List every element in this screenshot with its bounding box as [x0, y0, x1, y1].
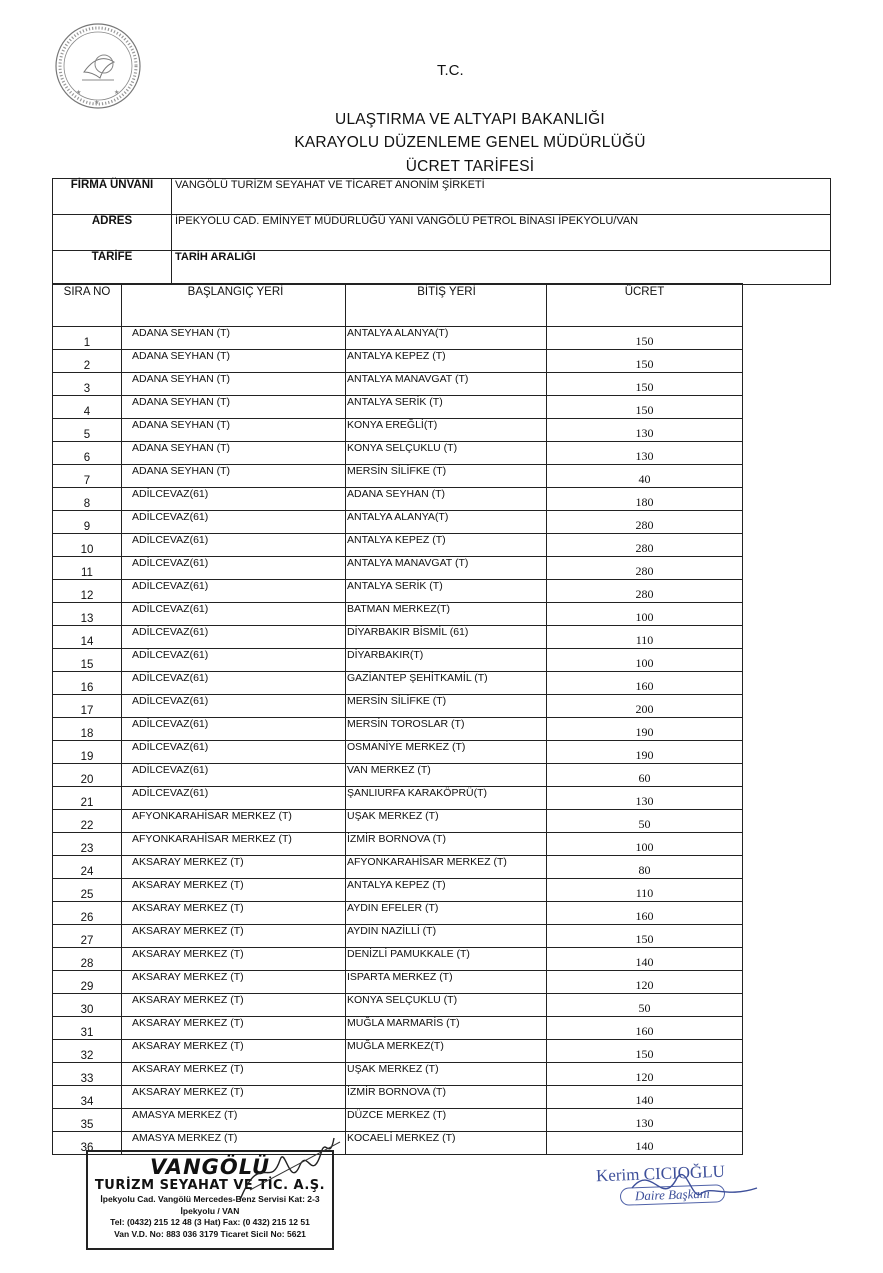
row-fee: 130 [547, 419, 743, 442]
row-from: ADİLCEVAZ(61) [122, 741, 346, 764]
table-row [53, 994, 743, 1017]
row-from: ADİLCEVAZ(61) [122, 534, 346, 557]
row-from: ADİLCEVAZ(61) [122, 557, 346, 580]
row-from: ADİLCEVAZ(61) [122, 672, 346, 695]
svg-text:★: ★ [76, 90, 82, 96]
row-no: 15 [53, 649, 122, 672]
row-from: AFYONKARAHİSAR MERKEZ (T) [122, 810, 346, 833]
table-row [53, 649, 743, 672]
row-fee: 150 [547, 350, 743, 373]
row-from: ADANA SEYHAN (T) [122, 442, 346, 465]
svg-text:★: ★ [94, 100, 100, 106]
row-fee: 40 [547, 465, 743, 488]
table-row [53, 442, 743, 465]
row-fee: 130 [547, 1109, 743, 1132]
row-fee: 160 [547, 902, 743, 925]
row-no: 17 [53, 695, 122, 718]
table-row [53, 534, 743, 557]
row-fee: 100 [547, 603, 743, 626]
row-no: 32 [53, 1040, 122, 1063]
table-row [53, 580, 743, 603]
table-row [53, 488, 743, 511]
row-from: AKSARAY MERKEZ (T) [122, 1063, 346, 1086]
row-to: ANTALYA ALANYA(T) [346, 327, 547, 350]
row-to: AFYONKARAHİSAR MERKEZ (T) [346, 856, 547, 879]
tc-heading: T.C. [437, 62, 464, 79]
address-value: İPEKYOLU CAD. EMİNYET MÜDÜRLÜĞÜ YANI VANGÖLÜ PETROL BİNASI İPEKYOLU/VAN [172, 215, 831, 251]
table-row [53, 695, 743, 718]
table-row [53, 879, 743, 902]
document-title: ÜCRET TARİFESİ [405, 158, 535, 175]
row-no: 6 [53, 442, 122, 465]
row-fee: 120 [547, 1063, 743, 1086]
row-to: OSMANİYE MERKEZ (T) [346, 741, 547, 764]
ministry-seal-icon [54, 22, 142, 110]
row-to: ANTALYA KEPEZ (T) [346, 879, 547, 902]
table-row [53, 902, 743, 925]
row-from: AKSARAY MERKEZ (T) [122, 925, 346, 948]
row-from: ADANA SEYHAN (T) [122, 465, 346, 488]
row-to: ANTALYA ALANYA(T) [346, 511, 547, 534]
row-fee: 100 [547, 833, 743, 856]
row-no: 11 [53, 557, 122, 580]
row-no: 33 [53, 1063, 122, 1086]
stamp-tax: Van V.D. No: 883 036 3179 Ticaret Sicil No: 5621 [114, 1228, 306, 1239]
ministry-title: ULAŞTIRMA VE ALTYAPI BAKANLIĞI [335, 111, 605, 128]
row-fee: 150 [547, 1040, 743, 1063]
row-to: MERSİN SİLİFKE (T) [346, 695, 547, 718]
table-row [53, 350, 743, 373]
row-no: 4 [53, 396, 122, 419]
row-from: AKSARAY MERKEZ (T) [122, 971, 346, 994]
row-to: UŞAK MERKEZ (T) [346, 810, 547, 833]
row-no: 35 [53, 1109, 122, 1132]
row-to: UŞAK MERKEZ (T) [346, 1063, 547, 1086]
row-fee: 150 [547, 373, 743, 396]
row-fee: 150 [547, 327, 743, 350]
row-fee: 140 [547, 1086, 743, 1109]
row-from: ADANA SEYHAN (T) [122, 373, 346, 396]
row-to: MUĞLA MARMARİS (T) [346, 1017, 547, 1040]
row-no: 21 [53, 787, 122, 810]
row-to: İZMİR BORNOVA (T) [346, 833, 547, 856]
table-row [53, 856, 743, 879]
row-to: BATMAN MERKEZ(T) [346, 603, 547, 626]
stamp-company-subtitle: TURİZM SEYAHAT VE TİC. A.Ş. [94, 1178, 326, 1193]
row-fee: 110 [547, 879, 743, 902]
stamp-phone: Tel: (0432) 215 12 48 (3 Hat) Fax: (0 432) 215 12 51 [110, 1217, 310, 1227]
stamp-company-name: VANGÖLÜ [149, 1155, 271, 1179]
row-no: 20 [53, 764, 122, 787]
row-no: 10 [53, 534, 122, 557]
row-fee: 190 [547, 741, 743, 764]
row-to: İZMİR BORNOVA (T) [346, 1086, 547, 1109]
row-fee: 100 [547, 649, 743, 672]
header-no: SIRA NO [53, 284, 122, 327]
row-fee: 180 [547, 488, 743, 511]
row-from: ADİLCEVAZ(61) [122, 718, 346, 741]
row-fee: 280 [547, 534, 743, 557]
row-from: ADİLCEVAZ(61) [122, 649, 346, 672]
row-to: DÜZCE MERKEZ (T) [346, 1109, 547, 1132]
header-from: BAŞLANGIÇ YERİ [122, 284, 346, 327]
fare-table [52, 283, 743, 1155]
row-from: AFYONKARAHİSAR MERKEZ (T) [122, 833, 346, 856]
row-no: 19 [53, 741, 122, 764]
address-label: ADRES [53, 215, 172, 251]
row-from: AMASYA MERKEZ (T) [122, 1109, 346, 1132]
row-from: ADİLCEVAZ(61) [122, 787, 346, 810]
directorate-title: KARAYOLU DÜZENLEME GENEL MÜDÜRLÜĞÜ [294, 134, 646, 151]
table-row [53, 327, 743, 350]
row-no: 12 [53, 580, 122, 603]
table-row [53, 810, 743, 833]
row-to: ANTALYA KEPEZ (T) [346, 534, 547, 557]
tariff-label: TARİFE [53, 251, 172, 285]
row-fee: 120 [547, 971, 743, 994]
row-fee: 280 [547, 580, 743, 603]
row-to: GAZİANTEP ŞEHİTKAMİL (T) [346, 672, 547, 695]
row-to: KOCAELİ MERKEZ (T) [346, 1132, 547, 1155]
row-from: ADANA SEYHAN (T) [122, 419, 346, 442]
row-no: 3 [53, 373, 122, 396]
row-from: ADANA SEYHAN (T) [122, 396, 346, 419]
row-no: 34 [53, 1086, 122, 1109]
row-no: 30 [53, 994, 122, 1017]
table-row [53, 833, 743, 856]
table-row [53, 1086, 743, 1109]
row-no: 7 [53, 465, 122, 488]
row-from: ADANA SEYHAN (T) [122, 327, 346, 350]
row-fee: 60 [547, 764, 743, 787]
row-no: 24 [53, 856, 122, 879]
row-no: 26 [53, 902, 122, 925]
row-fee: 280 [547, 557, 743, 580]
row-fee: 140 [547, 948, 743, 971]
row-from: AKSARAY MERKEZ (T) [122, 1017, 346, 1040]
stamp-address: İpekyolu Cad. Vangölü Mercedes-Benz Servisi Kat: 2-3 İpekyolu / VAN [100, 1194, 320, 1216]
row-from: ADANA SEYHAN (T) [122, 350, 346, 373]
row-to: ANTALYA KEPEZ (T) [346, 350, 547, 373]
row-from: ADİLCEVAZ(61) [122, 626, 346, 649]
row-to: DİYARBAKIR BİSMİL (61) [346, 626, 547, 649]
table-row [53, 465, 743, 488]
firm-info-table [52, 178, 831, 285]
row-fee: 160 [547, 672, 743, 695]
table-row [53, 1017, 743, 1040]
row-no: 29 [53, 971, 122, 994]
official-title: Daire Başkanı [620, 1184, 726, 1206]
row-to: DENİZLİ PAMUKKALE (T) [346, 948, 547, 971]
firm-value: VANGÖLÜ TURİZM SEYAHAT VE TİCARET ANONİM ŞİRKETİ [172, 179, 831, 215]
row-from: ADİLCEVAZ(61) [122, 511, 346, 534]
row-fee: 200 [547, 695, 743, 718]
table-row [53, 511, 743, 534]
table-row [53, 948, 743, 971]
row-to: ADANA SEYHAN (T) [346, 488, 547, 511]
table-row [53, 672, 743, 695]
row-from: AMASYA MERKEZ (T) [122, 1132, 346, 1155]
row-from: AKSARAY MERKEZ (T) [122, 1086, 346, 1109]
row-no: 8 [53, 488, 122, 511]
row-fee: 150 [547, 925, 743, 948]
firm-label: FİRMA ÜNVANI [53, 179, 172, 215]
row-no: 14 [53, 626, 122, 649]
row-no: 28 [53, 948, 122, 971]
row-from: ADİLCEVAZ(61) [122, 695, 346, 718]
row-no: 9 [53, 511, 122, 534]
row-from: AKSARAY MERKEZ (T) [122, 856, 346, 879]
row-no: 5 [53, 419, 122, 442]
row-from: ADİLCEVAZ(61) [122, 488, 346, 511]
row-to: ANTALYA MANAVGAT (T) [346, 373, 547, 396]
table-row [53, 1063, 743, 1086]
table-row [53, 626, 743, 649]
row-to: MUĞLA MERKEZ(T) [346, 1040, 547, 1063]
row-no: 31 [53, 1017, 122, 1040]
row-no: 25 [53, 879, 122, 902]
row-no: 27 [53, 925, 122, 948]
row-fee: 190 [547, 718, 743, 741]
row-from: AKSARAY MERKEZ (T) [122, 948, 346, 971]
header-to: BİTİŞ YERİ [346, 284, 547, 327]
row-fee: 280 [547, 511, 743, 534]
row-to: AYDIN NAZİLLİ (T) [346, 925, 547, 948]
table-row [53, 373, 743, 396]
header-fee: ÜCRET [547, 284, 743, 327]
tariff-value: TARİH ARALIĞI [172, 251, 831, 285]
row-to: KONYA EREĞLİ(T) [346, 419, 547, 442]
row-fee: 80 [547, 856, 743, 879]
table-row [53, 787, 743, 810]
row-no: 23 [53, 833, 122, 856]
row-fee: 130 [547, 442, 743, 465]
row-from: ADİLCEVAZ(61) [122, 764, 346, 787]
table-row [53, 396, 743, 419]
row-from: AKSARAY MERKEZ (T) [122, 994, 346, 1017]
row-no: 13 [53, 603, 122, 626]
row-no: 18 [53, 718, 122, 741]
row-fee: 50 [547, 994, 743, 1017]
table-row [53, 603, 743, 626]
row-to: VAN MERKEZ (T) [346, 764, 547, 787]
row-to: ISPARTA MERKEZ (T) [346, 971, 547, 994]
row-to: KONYA SELÇUKLU (T) [346, 994, 547, 1017]
row-no: 36 [53, 1132, 122, 1155]
row-to: AYDIN EFELER (T) [346, 902, 547, 925]
row-to: ŞANLIURFA KARAKÖPRÜ(T) [346, 787, 547, 810]
row-fee: 110 [547, 626, 743, 649]
row-from: ADİLCEVAZ(61) [122, 580, 346, 603]
table-row [53, 925, 743, 948]
svg-text:★: ★ [114, 90, 120, 96]
table-row [53, 557, 743, 580]
table-row [53, 764, 743, 787]
table-row [53, 718, 743, 741]
company-signature-icon [230, 1130, 360, 1210]
row-fee: 160 [547, 1017, 743, 1040]
row-from: AKSARAY MERKEZ (T) [122, 902, 346, 925]
official-name: Kerim CICIOĞLU [595, 1161, 726, 1186]
row-to: MERSİN SİLİFKE (T) [346, 465, 547, 488]
row-fee: 140 [547, 1132, 743, 1155]
row-no: 22 [53, 810, 122, 833]
row-to: ANTALYA SERİK (T) [346, 580, 547, 603]
row-fee: 130 [547, 787, 743, 810]
table-row [53, 1040, 743, 1063]
row-from: AKSARAY MERKEZ (T) [122, 1040, 346, 1063]
row-no: 1 [53, 327, 122, 350]
row-from: ADİLCEVAZ(61) [122, 603, 346, 626]
table-row [53, 741, 743, 764]
row-fee: 150 [547, 396, 743, 419]
table-row [53, 971, 743, 994]
table-row [53, 1109, 743, 1132]
row-to: ANTALYA MANAVGAT (T) [346, 557, 547, 580]
row-to: DİYARBAKIR(T) [346, 649, 547, 672]
row-to: MERSİN TOROSLAR (T) [346, 718, 547, 741]
row-to: KONYA SELÇUKLU (T) [346, 442, 547, 465]
row-to: ANTALYA SERİK (T) [346, 396, 547, 419]
table-header-row [53, 284, 743, 327]
row-fee: 50 [547, 810, 743, 833]
official-signature-icon [592, 1158, 772, 1218]
row-from: AKSARAY MERKEZ (T) [122, 879, 346, 902]
table-row [53, 419, 743, 442]
row-no: 2 [53, 350, 122, 373]
row-no: 16 [53, 672, 122, 695]
